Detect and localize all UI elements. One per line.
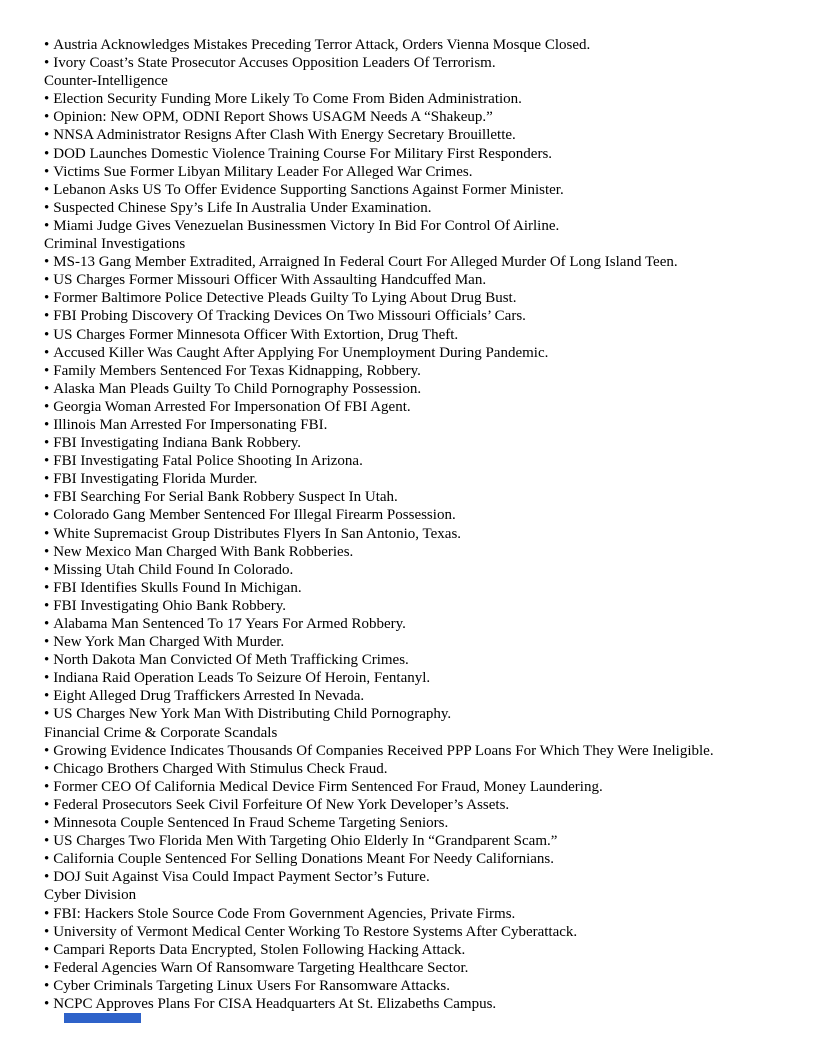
bullet-glyph: • [44,380,50,397]
bullet-glyph: • [44,326,50,343]
headline-text: Austria Acknowledges Mistakes Preceding Terror Attack, Orders Vienna Mosque Closed. [53,37,591,53]
bullet-glyph: • [44,670,50,687]
bullet-glyph: • [44,489,50,506]
bullet-glyph: • [44,923,50,940]
headline-text: Cyber Criminals Targeting Linux Users For Ransomware Attacks. [53,977,450,994]
bullet-glyph: • [44,308,50,325]
headline-item [44,633,786,651]
bullet-glyph: • [44,959,50,976]
headline-item [44,380,786,398]
headline-text: FBI Investigating Fatal Police Shooting In Arizona. [53,453,363,470]
bullet-glyph: • [44,525,50,542]
bullet-glyph: • [44,199,50,216]
bullet-glyph: • [44,995,50,1012]
bullet-glyph: • [44,742,50,759]
bullet-glyph: • [44,833,50,850]
bullet-glyph: • [44,796,50,813]
headline-item [44,525,786,543]
headline-item [44,705,786,723]
bullet-glyph: • [44,869,50,886]
headline-text: DOJ Suit Against Visa Could Impact Payment Sector’s Future. [53,869,430,886]
bullet-glyph: • [44,254,50,271]
headline-text: North Dakota Man Convicted Of Meth Trafficking Crimes. [53,652,409,669]
section-heading: Financial Crime & Corporate Scandals [44,724,278,741]
bullet-glyph: • [44,91,50,108]
bullet-glyph: • [44,471,50,488]
headline-text: Alabama Man Sentenced To 17 Years For Armed Robbery. [53,616,406,632]
bullet-glyph: • [44,109,50,126]
headline-text: Family Members Sentenced For Texas Kidnapping, Robbery. [53,362,421,379]
bullet-glyph: • [44,37,50,53]
bullet-glyph: • [44,543,50,560]
section-heading: Cyber Division [44,887,137,904]
headline-text: NCPC Approves Plans For CISA Headquarters At St. Elizabeths Campus. [53,995,497,1012]
headline-item [44,941,786,959]
headline-item [44,163,786,181]
headline-text: FBI Searching For Serial Bank Robbery Suspect In Utah. [53,489,398,506]
headline-text: Minnesota Couple Sentenced In Fraud Scheme Targeting Seniors. [53,815,449,832]
headline-text: Chicago Brothers Charged With Stimulus Check Fraud. [53,760,388,777]
headline-text: Former CEO Of California Medical Device Firm Sentenced For Fraud, Money Laundering. [53,778,603,795]
bullet-glyph: • [44,181,50,198]
headline-text: US Charges Former Missouri Officer With Assaulting Handcuffed Man. [53,272,487,289]
headline-item [44,561,786,579]
bullet-glyph: • [44,597,50,614]
headline-text: US Charges Two Florida Men With Targeting Ohio Elderly In “Grandparent Scam.” [53,833,558,850]
headline-text: Campari Reports Data Encrypted, Stolen Following Hacking Attack. [53,941,466,958]
headline-text: Federal Agencies Warn Of Ransomware Targeting Healthcare Sector. [53,959,469,976]
headline-text: Illinois Man Arrested For Impersonating FBI. [53,416,328,433]
headline-text: Miami Judge Gives Venezuelan Businessmen Victory In Bid For Control Of Airline. [53,217,560,234]
bullet-glyph: • [44,344,50,361]
bullet-glyph: • [44,435,50,452]
headline-text: Colorado Gang Member Sentenced For Illegal Firearm Possession. [53,507,456,524]
headline-text: Indiana Raid Operation Leads To Seizure Of Heroin, Fentanyl. [53,670,431,687]
headline-text: US Charges Former Minnesota Officer With Extortion, Drug Theft. [53,326,459,343]
bullet-glyph: • [44,145,50,162]
headline-item [44,977,786,995]
bullet-glyph: • [44,217,50,234]
bullet-glyph: • [44,416,50,433]
headline-item [44,253,786,271]
bullet-glyph: • [44,634,50,651]
headline-item [44,615,786,633]
bullet-glyph: • [44,706,50,723]
headline-item [44,307,786,325]
headline-item [44,344,786,362]
headline-text: University of Vermont Medical Center Working To Restore Systems After Cyberattack. [53,923,578,940]
headline-text: Accused Killer Was Caught After Applying For Unemployment During Pandemic. [53,344,549,361]
headline-text: Federal Prosecutors Seek Civil Forfeiture Of New York Developer’s Assets. [53,796,510,813]
headline-item [44,669,786,687]
headline-item [44,543,786,561]
bullet-glyph: • [44,272,50,289]
headline-text: FBI Probing Discovery Of Tracking Devices On Two Missouri Officials’ Cars. [53,308,526,325]
headline-text: Suspected Chinese Spy’s Life In Australia Under Examination. [53,199,432,216]
bullet-glyph: • [44,941,50,958]
bullet-glyph: • [44,561,50,578]
headline-text: Election Security Funding More Likely To Come From Biden Administration. [53,91,522,108]
headline-item [44,271,786,289]
headline-item [44,687,786,705]
bullet-glyph: • [44,815,50,832]
bullet-glyph: • [44,127,50,144]
headline-item [44,597,786,615]
bullet-glyph: • [44,905,50,922]
headline-item [44,651,786,669]
headline-text: Eight Alleged Drug Traffickers Arrested In Nevada. [53,688,365,705]
headline-text: Alaska Man Pleads Guilty To Child Pornography Possession. [53,380,422,397]
bullet-glyph: • [44,616,50,632]
headline-item [44,90,786,108]
headline-item [44,995,786,1013]
headline-item [44,289,786,307]
headline-text: Opinion: New OPM, ODNI Report Shows USAGM Needs A “Shakeup.” [53,109,493,126]
headline-item [44,760,786,778]
headline-item [44,470,786,488]
headline-item [44,416,786,434]
bullet-glyph: • [44,778,50,795]
headline-item [44,217,786,235]
footer-link-bar[interactable] [64,1013,141,1023]
headline-item [44,181,786,199]
bullet-glyph: • [44,398,50,415]
headline-text: FBI: Hackers Stole Source Code From Government Agencies, Private Firms. [53,905,516,922]
headline-list [44,36,786,1013]
headline-item [44,579,786,597]
headline-item [44,145,786,163]
bullet-glyph: • [44,851,50,868]
bullet-glyph: • [44,977,50,994]
headline-item [44,452,786,470]
headline-text: FBI Identifies Skulls Found In Michigan. [53,579,302,596]
bullet-glyph: • [44,579,50,596]
headline-item [44,54,786,72]
bullet-glyph: • [44,688,50,705]
headline-text: White Supremacist Group Distributes Flyers In San Antonio, Texas. [53,525,462,542]
headline-text: Ivory Coast’s State Prosecutor Accuses Opposition Leaders Of Terrorism. [53,55,496,72]
headline-text: Victims Sue Former Libyan Military Leader For Alleged War Crimes. [53,163,473,180]
headline-item [44,850,786,868]
headline-item [44,434,786,452]
headline-item [44,832,786,850]
headline-text: FBI Investigating Florida Murder. [53,471,258,488]
headline-item [44,488,786,506]
headline-item [44,506,786,524]
headline-text: New Mexico Man Charged With Bank Robberies. [53,543,354,560]
headline-text: Missing Utah Child Found In Colorado. [53,561,294,578]
headline-item [44,126,786,144]
headline-text: Georgia Woman Arrested For Impersonation Of FBI Agent. [53,398,411,415]
bullet-glyph: • [44,362,50,379]
headline-item [44,398,786,416]
headline-item [44,199,786,217]
headline-item [44,923,786,941]
headline-item [44,905,786,923]
headline-item [44,36,786,54]
bullet-glyph: • [44,760,50,777]
headline-item [44,326,786,344]
headline-text: MS-13 Gang Member Extradited, Arraigned In Federal Court For Alleged Murder Of Long Island Teen. [53,254,678,271]
headline-item [44,362,786,380]
headline-item [44,814,786,832]
headline-text: Former Baltimore Police Detective Pleads Guilty To Lying About Drug Bust. [53,290,517,307]
headline-item [44,796,786,814]
headline-item [44,778,786,796]
headline-text: Growing Evidence Indicates Thousands Of Companies Received PPP Loans For Which They Were Ineligible. [53,742,714,759]
headline-text: Lebanon Asks US To Offer Evidence Supporting Sanctions Against Former Minister. [53,181,564,198]
headline-item [44,868,786,886]
headline-text: New York Man Charged With Murder. [53,634,285,651]
headline-item [44,959,786,977]
headline-text: FBI Investigating Ohio Bank Robbery. [53,597,287,614]
bullet-glyph: • [44,290,50,307]
headline-text: US Charges New York Man With Distributing Child Pornography. [53,706,452,723]
bullet-glyph: • [44,652,50,669]
bullet-glyph: • [44,453,50,470]
headline-text: NNSA Administrator Resigns After Clash With Energy Secretary Brouillette. [53,127,516,144]
section-heading: Counter-Intelligence [44,73,168,90]
headline-item [44,108,786,126]
headline-item [44,742,786,760]
section-heading: Criminal Investigations [44,236,186,253]
bullet-glyph: • [44,163,50,180]
bullet-glyph: • [44,55,50,72]
headline-text: DOD Launches Domestic Violence Training Course For Military First Responders. [53,145,553,162]
headline-text: FBI Investigating Indiana Bank Robbery. [53,435,301,452]
bullet-glyph: • [44,507,50,524]
headline-text: California Couple Sentenced For Selling Donations Meant For Needy Californians. [53,851,555,868]
